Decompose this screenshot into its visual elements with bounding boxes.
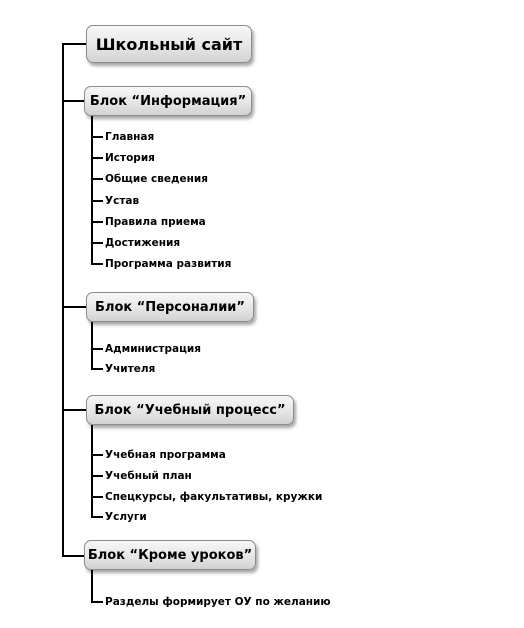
block-sub-connector bbox=[91, 570, 93, 603]
root-node bbox=[86, 25, 252, 63]
list-item: Достижения bbox=[105, 237, 181, 249]
item-tick bbox=[91, 221, 103, 223]
block-label: Блок “Учебный процесс” bbox=[94, 402, 286, 418]
item-tick bbox=[91, 601, 103, 603]
list-item: Учителя bbox=[105, 363, 156, 375]
list-item: Услуги bbox=[105, 511, 147, 523]
block-personalii bbox=[86, 292, 254, 322]
item-tick bbox=[91, 263, 103, 265]
item-tick bbox=[91, 475, 103, 477]
block-sub-connector bbox=[91, 425, 93, 518]
block-branch bbox=[62, 306, 86, 308]
item-tick bbox=[91, 242, 103, 244]
block-label: Блок “Кроме уроков” bbox=[87, 547, 253, 563]
list-item: Разделы формирует ОУ по желанию bbox=[105, 596, 331, 608]
list-item: Администрация bbox=[105, 343, 201, 355]
block-branch bbox=[62, 100, 86, 102]
list-item: Устав bbox=[105, 195, 140, 207]
item-tick bbox=[91, 454, 103, 456]
item-tick bbox=[91, 136, 103, 138]
block-branch bbox=[62, 555, 86, 557]
list-item: Спецкурсы, факультативы, кружки bbox=[105, 491, 323, 503]
block-label: Блок “Персоналии” bbox=[95, 299, 245, 315]
list-item: История bbox=[105, 152, 155, 164]
list-item: Общие сведения bbox=[105, 173, 208, 185]
list-item: Учебная программа bbox=[105, 449, 226, 461]
list-item: Программа развития bbox=[105, 258, 232, 270]
block-krome-urokov bbox=[84, 540, 256, 570]
item-tick bbox=[91, 348, 103, 350]
block-sub-connector bbox=[91, 322, 93, 370]
item-tick bbox=[91, 157, 103, 159]
block-branch bbox=[62, 409, 86, 411]
root-label: Школьный сайт bbox=[95, 34, 243, 54]
root-branch bbox=[62, 43, 86, 45]
main-connector bbox=[62, 43, 64, 557]
list-item: Учебный план bbox=[105, 470, 192, 482]
block-uchebny-protsess bbox=[86, 395, 294, 425]
list-item: Правила приема bbox=[105, 216, 206, 228]
item-tick bbox=[91, 368, 103, 370]
block-informatsiya bbox=[84, 86, 252, 116]
item-tick bbox=[91, 496, 103, 498]
item-tick bbox=[91, 516, 103, 518]
list-item: Главная bbox=[105, 131, 155, 143]
block-label: Блок “Информация” bbox=[89, 93, 247, 109]
item-tick bbox=[91, 178, 103, 180]
item-tick bbox=[91, 200, 103, 202]
